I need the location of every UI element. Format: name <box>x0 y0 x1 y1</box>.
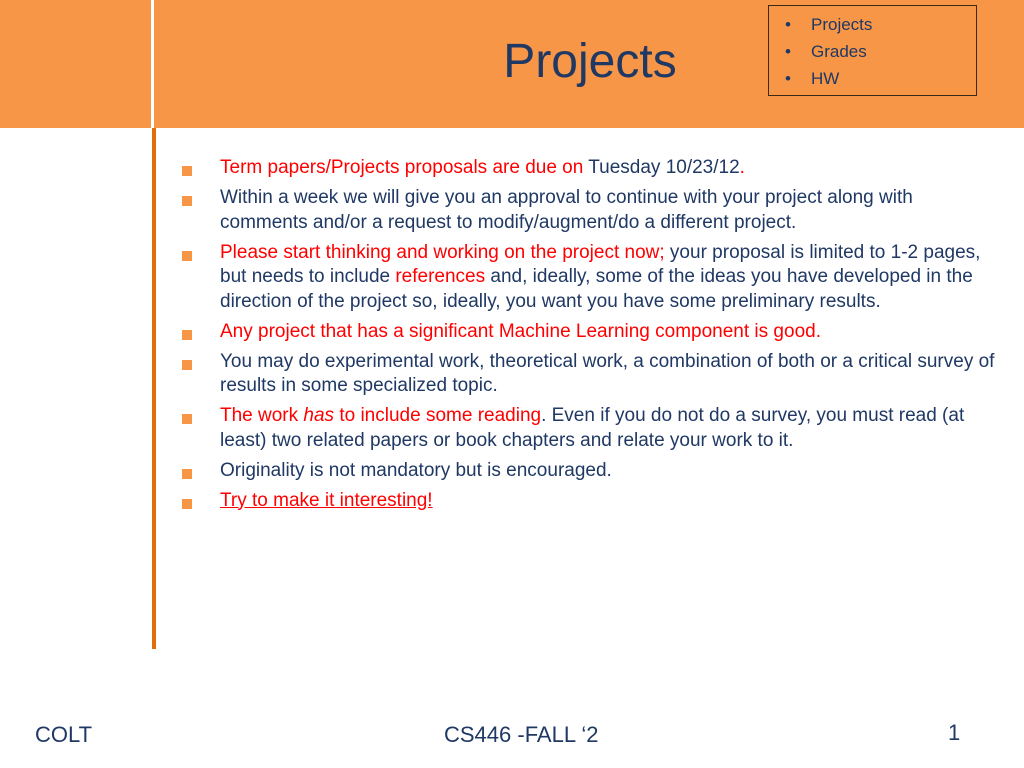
bullet-text: Originality is not mandatory but is encouraged. <box>220 459 612 481</box>
slide-title: Projects <box>503 35 677 88</box>
nav-item-projects[interactable] <box>785 15 873 35</box>
bullet-text: You may do experimental work, theoretical work, a combination of both or a critical survey of results in some specialized topic. <box>220 350 995 396</box>
bullet-square-icon <box>182 469 192 479</box>
bullet-dot-icon: • <box>785 42 791 61</box>
bullet-item <box>182 489 1002 514</box>
left-accent-line <box>152 128 156 649</box>
bullet-square-icon <box>182 360 192 370</box>
bullet-list <box>182 156 1002 519</box>
page-number: 1 <box>948 720 961 745</box>
bullet-text: to include some reading <box>334 405 542 426</box>
bullet-text: . Even if you do not do a survey, you must read (at least) two related papers or book chapters and relate your work to it. <box>220 405 965 451</box>
bullet-text: references <box>395 266 486 287</box>
interesting-link[interactable]: Try to make it interesting! <box>220 489 433 511</box>
footer-left: COLT <box>35 722 93 747</box>
nav-item-hw[interactable] <box>785 69 840 89</box>
bullet-item <box>182 186 1002 235</box>
nav-item-label: Projects <box>811 15 873 34</box>
header-divider <box>151 0 154 128</box>
bullet-square-icon <box>182 196 192 206</box>
bullet-item <box>182 241 1002 315</box>
bullet-square-icon <box>182 251 192 261</box>
bullet-text: Please start thinking and working on the project now; <box>220 241 665 263</box>
bullet-item <box>182 404 1002 453</box>
nav-item-grades[interactable] <box>785 42 867 62</box>
bullet-text: Any project that has a significant Machine Learning component is good. <box>220 320 821 342</box>
bullet-square-icon <box>182 499 192 509</box>
bullet-square-icon <box>182 330 192 340</box>
bullet-text: Term papers/Projects proposals are due on <box>220 157 589 178</box>
nav-box <box>768 5 977 96</box>
bullet-text: has <box>303 405 335 426</box>
bullet-text: Within a week we will give you an approval to continue with your project along with comments and/or a request to modify/augment/do a different project. <box>220 187 913 233</box>
bullet-text: The work <box>220 405 304 426</box>
footer-center: CS446 -FALL ‘2 <box>444 722 599 747</box>
bullet-item <box>182 320 1002 345</box>
bullet-square-icon <box>182 414 192 424</box>
nav-item-label: HW <box>811 69 840 88</box>
nav-item-label: Grades <box>811 42 867 61</box>
bullet-item <box>182 350 1002 399</box>
bullet-text: and, ideally, some of the ideas you have developed in the direction of the project so, ideally, you want you have some preliminary results. <box>220 266 973 312</box>
bullet-item <box>182 156 1002 181</box>
bullet-square-icon <box>182 166 192 176</box>
bullet-dot-icon: • <box>785 69 791 88</box>
bullet-item <box>182 459 1002 484</box>
bullet-dot-icon: • <box>785 15 791 34</box>
bullet-text: your proposal is limited to 1-2 pages, but needs to include <box>220 241 981 287</box>
bullet-text: . <box>739 157 745 178</box>
bullet-text: Tuesday 10/23/12 <box>588 157 740 178</box>
